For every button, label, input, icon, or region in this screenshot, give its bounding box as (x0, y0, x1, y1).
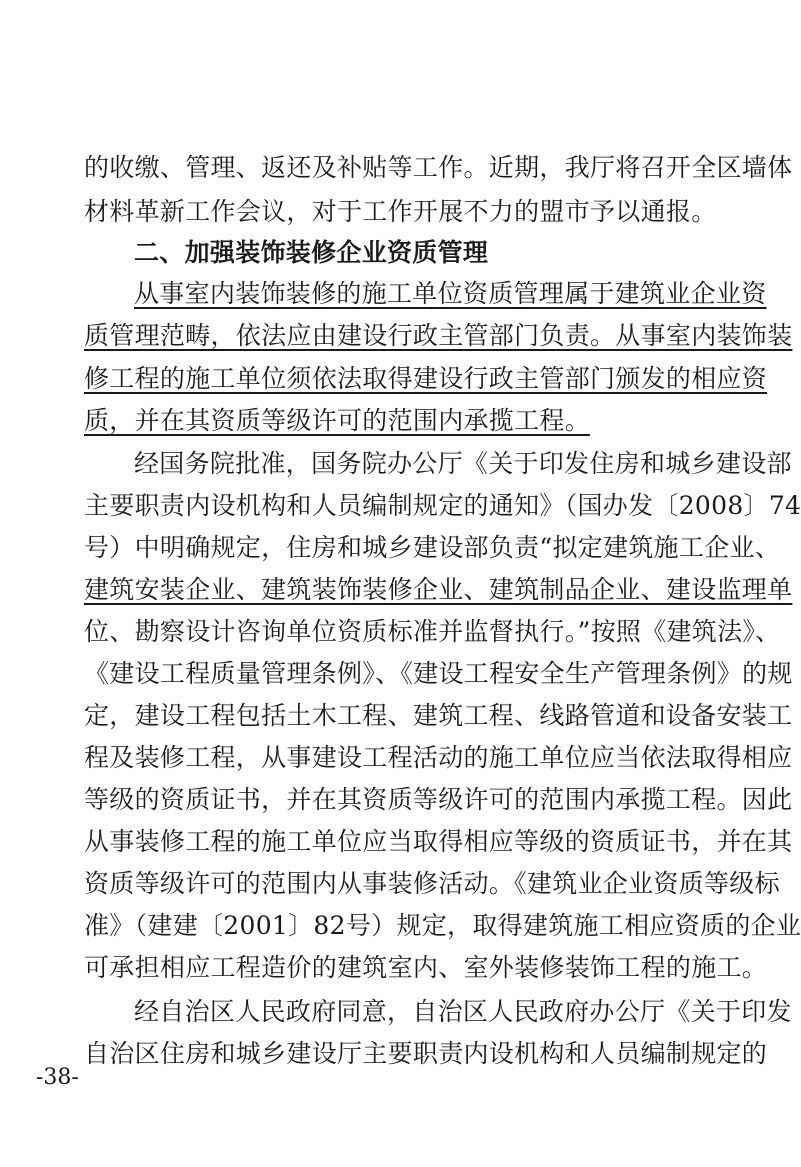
paragraph-line: 质管理范畴，依法应由建设行政主管部门负责。从事室内装饰装 (84, 321, 793, 350)
paragraph-line: 《建设工程质量管理条例》、《建设工程安全生产管理条例》的规 (84, 659, 793, 688)
paragraph-line: 资质等级许可的范围内从事装修活动。《建筑业企业资质等级标 (84, 869, 780, 898)
paragraph-line: 主要职责内设机构和人员编制规定的通知》（国办发〔2008〕74 (84, 491, 801, 520)
paragraph-line: 等级的资质证书，并在其资质等级许可的范围内承揽工程。因此 (84, 785, 793, 814)
paragraph-line: 建筑安装企业、建筑装饰装修企业、建筑制品企业、建设监理单 (84, 575, 793, 604)
section-heading: 二、加强装饰装修企业资质管理 (134, 238, 489, 267)
paragraph-line: 可承担相应工程造价的建筑室内、室外装修装饰工程的施工。 (84, 953, 768, 982)
paragraph-line: 号）中明确规定，住房和城乡建设部负责“拟定建筑施工企业、 (84, 533, 781, 562)
paragraph-line: 准》（建建〔2001〕82号）规定，取得建筑施工相应资质的企业 (84, 911, 801, 940)
paragraph-line: 经自治区人民政府同意，自治区人民政府办公厅《关于印发 (134, 997, 792, 1026)
paragraph-line: 材料革新工作会议，对于工作开展不力的盟市予以通报。 (84, 197, 717, 226)
paragraph-line: 从事装修工程的施工单位应当取得相应等级的资质证书，并在其 (84, 827, 793, 856)
paragraph-line: 经国务院批准，国务院办公厅《关于印发住房和城乡建设部 (134, 449, 792, 478)
paragraph-line: 质，并在其资质等级许可的范围内承揽工程。 (84, 406, 591, 435)
page-number: -38- (36, 1065, 79, 1090)
paragraph-line: 的收缴、管理、返还及补贴等工作。近期，我厅将召开全区墙体 (84, 153, 793, 182)
paragraph-line: 程及装修工程，从事建设工程活动的施工单位应当依法取得相应 (84, 743, 793, 772)
paragraph-line: 定，建设工程包括土木工程、建筑工程、线路管道和设备安装工 (84, 701, 793, 730)
paragraph-line: 从事室内装饰装修的施工单位资质管理属于建筑业企业资 (134, 279, 767, 308)
paragraph-line: 位、勘察设计咨询单位资质标准并监督执行。”按照《建筑法》、 (84, 617, 781, 646)
paragraph-line: 修工程的施工单位须依法取得建设行政主管部门颁发的相应资 (84, 364, 768, 393)
paragraph-line: 自治区住房和城乡建设厅主要职责内设机构和人员编制规定的 (84, 1039, 768, 1068)
